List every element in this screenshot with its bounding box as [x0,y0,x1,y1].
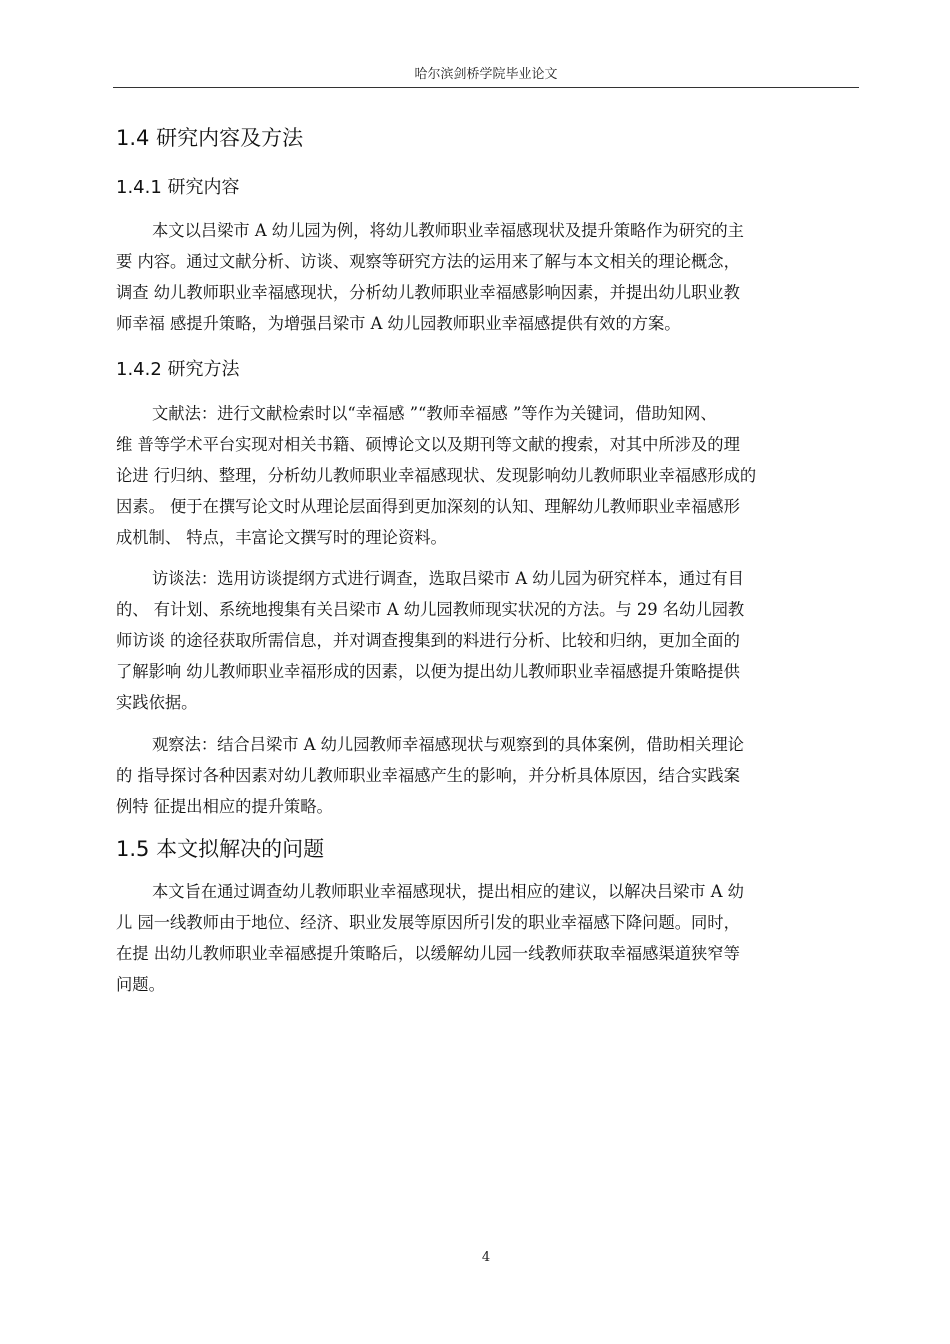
text-line: 例特 征提出相应的提升策略。 [116,797,333,816]
text-line: 儿 园一线教师由于地位、经济、职业发展等原因所引发的职业幸福感下降问题。同时， [116,913,740,932]
text-line: 维 普等学术平台实现对相关书籍、硕博论文以及期刊等文献的搜索，对其中所涉及的理 [116,435,740,454]
text-line: 本文以吕梁市 A 幼儿园为例，将幼儿教师职业幸福感现状及提升策略作为研究的主 [152,221,744,240]
text-line: 论进 行归纳、整理，分析幼儿教师职业幸福感现状、发现影响幼儿教师职业幸福感形成的 [116,466,757,485]
text-line: 师访谈 的途径获取所需信息，并对调查搜集到的料进行分析、比较和归纳，更加全面的 [116,631,740,650]
text-line: 访谈法：选用访谈提纲方式进行调查，选取吕梁市 A 幼儿园为研究样本，通过有目 [152,569,744,588]
text-line: 师幸福 感提升策略，为增强吕梁市 A 幼儿园教师职业幸福感提供有效的方案。 [116,314,681,333]
text-line: 了解影响 幼儿教师职业幸福形成的因素，以便为提出幼儿教师职业幸福感提升策略提供 [116,662,740,681]
text-line: 本文旨在通过调查幼儿教师职业幸福感现状，提出相应的建议，以解决吕梁市 A 幼 [152,882,744,901]
text-line: 因素。 便于在撰写论文时从理论层面得到更加深刻的认知、理解幼儿教师职业幸福感形 [116,497,740,516]
heading-1-4: 1.4 研究内容及方法 [116,126,304,150]
text-line: 要 内容。通过文献分析、访谈、观察等研究方法的运用来了解与本文相关的理论概念， [116,252,740,271]
paragraph-literature-method [116,398,866,553]
text-line: 成机制、 特点，丰富论文撰写时的理论资料。 [116,528,447,547]
text-line: 观察法：结合吕梁市 A 幼儿园教师幸福感现状与观察到的具体案例，借助相关理论 [152,735,744,754]
page-number: 4 [481,1250,491,1265]
text-line: 实践依据。 [116,693,198,712]
paragraph-observation-method [116,729,866,822]
text-line: 的 指导探讨各种因素对幼儿教师职业幸福感产生的影响，并分析具体原因，结合实践案 [116,766,740,785]
text-line: 的、 有计划、系统地搜集有关吕梁市 A 幼儿园教师现实状况的方法。与 29 名幼儿园教 [116,600,745,619]
paragraph-problems-to-solve [116,876,866,1000]
paragraph-research-content [116,215,866,339]
heading-1-4-2: 1.4.2 研究方法 [116,359,240,380]
paragraph-interview-method [116,563,866,718]
text-line: 问题。 [116,975,165,994]
text-line: 在提 出幼儿教师职业幸福感提升策略后，以缓解幼儿园一线教师获取幸福感渠道狭窄等 [116,944,740,963]
heading-1-5: 1.5 本文拟解决的问题 [116,837,325,861]
running-header: 哈尔滨剑桥学院毕业论文 [414,67,558,82]
heading-1-4-1: 1.4.1 研究内容 [116,177,240,198]
text-line: 调查 幼儿教师职业幸福感现状，分析幼儿教师职业幸福感影响因素，并提出幼儿职业教 [116,283,740,302]
text-line: 文献法：进行文献检索时以“幸福感 ”“教师幸福感 ”等作为关键词，借助知网、 [152,404,717,423]
header-divider [113,87,859,88]
